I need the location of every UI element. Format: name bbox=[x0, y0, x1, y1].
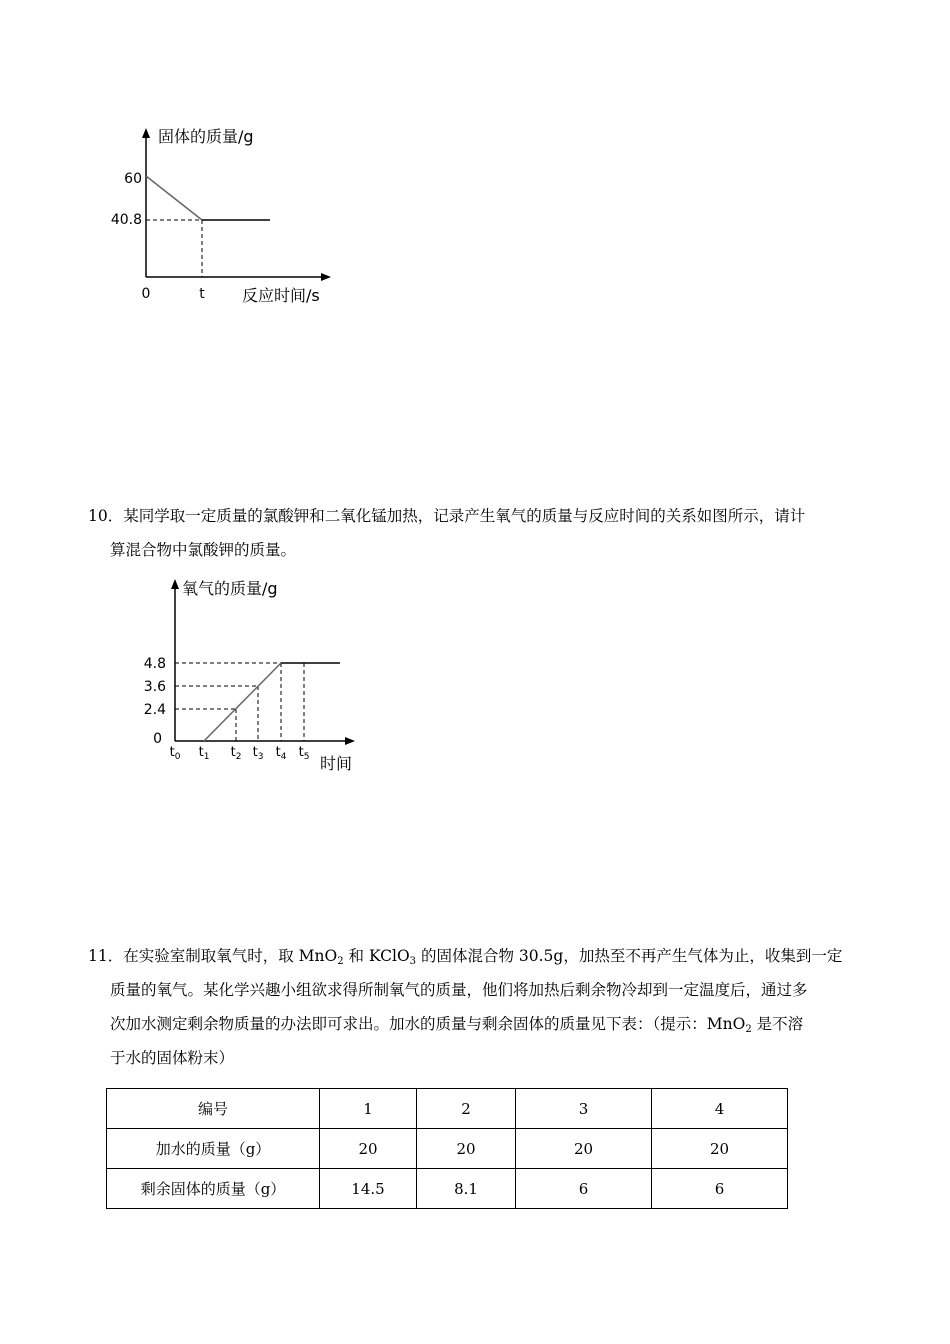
table-cell: 6 bbox=[516, 1169, 652, 1209]
svg-text:t5: $t_5$ bbox=[298, 745, 310, 762]
x-axis-title: 反应时间/s bbox=[242, 286, 320, 305]
svg-text:t4: $t_4$ bbox=[275, 745, 287, 762]
y-tick-0: 0 bbox=[153, 731, 162, 747]
x-axis-arrow bbox=[345, 737, 355, 745]
svg-text:t0: $t_0$ bbox=[169, 745, 181, 762]
svg-text:t1: $t_1$ bbox=[198, 745, 210, 762]
table-row bbox=[107, 1169, 788, 1209]
table-cell: 剩余固体的质量（g） bbox=[107, 1169, 320, 1209]
table-header-row bbox=[107, 1089, 788, 1129]
y-tick-40-8: 40.8 bbox=[110, 212, 142, 228]
x-tick-t3 bbox=[253, 745, 264, 762]
y-tick-3-6: 3.6 bbox=[143, 679, 166, 695]
question-11-line-3 bbox=[88, 1007, 842, 1041]
x-tick-t1 bbox=[199, 745, 210, 762]
y-tick-2-4: 2.4 bbox=[143, 702, 166, 718]
q11-sub-2: 3 bbox=[409, 956, 417, 967]
rising-segment bbox=[204, 663, 281, 741]
question-10-number: 10． bbox=[88, 507, 124, 525]
table-cell: 加水的质量（g） bbox=[107, 1129, 320, 1169]
oxygen-mass-chart bbox=[130, 570, 370, 780]
solid-mass-chart bbox=[100, 120, 350, 310]
q11-text-1b: 和 KClO bbox=[343, 947, 410, 965]
question-10 bbox=[88, 499, 805, 567]
table-cell: 编号 bbox=[107, 1089, 320, 1129]
table-cell: 20 bbox=[652, 1129, 788, 1169]
x-tick-t5 bbox=[299, 745, 310, 762]
table-cell: 3 bbox=[516, 1089, 652, 1129]
x-axis-arrow bbox=[321, 273, 331, 281]
q11-text-1a: 在实验室制取氧气时，取 MnO bbox=[123, 947, 338, 965]
question-11-line-1 bbox=[88, 939, 842, 973]
y-axis-title: 氧气的质量/g bbox=[182, 579, 278, 598]
table-cell: 20 bbox=[417, 1129, 516, 1169]
question-11 bbox=[88, 939, 842, 1075]
x-tick-t2 bbox=[231, 745, 242, 762]
x-tick-t0 bbox=[170, 745, 181, 762]
table-cell: 6 bbox=[652, 1169, 788, 1209]
q11-text-1c: 的固体混合物 30.5g，加热至不再产生气体为止，收集到一定 bbox=[416, 947, 843, 965]
svg-text:t2: $t_2$ bbox=[230, 745, 242, 762]
question-10-line-1 bbox=[88, 499, 805, 533]
question-10-line-2: 算混合物中氯酸钾的质量。 bbox=[110, 541, 297, 559]
x-tick-t: t bbox=[199, 286, 205, 302]
question-10-text-1: 某同学取一定质量的氯酸钾和二氧化锰加热，记录产生氧气的质量与反应时间的关系如图所示，请计 bbox=[123, 507, 806, 525]
y-axis-arrow bbox=[142, 128, 150, 138]
x-tick-t4 bbox=[276, 745, 287, 762]
table-cell: 4 bbox=[652, 1089, 788, 1129]
q11-text-3b: 是不溶 bbox=[751, 1015, 804, 1033]
decreasing-segment bbox=[146, 176, 202, 220]
x-axis-title: 时间 bbox=[320, 754, 353, 773]
table-cell: 20 bbox=[320, 1129, 417, 1169]
q11-sub-1: 2 bbox=[337, 956, 344, 967]
table-cell: 1 bbox=[320, 1089, 417, 1129]
q11-text-3a: 次加水测定剩余物质量的办法即可求出。加水的质量与剩余固体的质量见下表：（提示：MnO bbox=[110, 1015, 746, 1033]
question-11-line-4: 于水的固体粉末） bbox=[110, 1049, 235, 1067]
y-axis-title: 固体的质量/g bbox=[158, 127, 254, 146]
table-cell: 2 bbox=[417, 1089, 516, 1129]
water-addition-table bbox=[106, 1088, 788, 1209]
question-11-line-2: 质量的氧气。某化学兴趣小组欲求得所制氧气的质量，他们将加热后剩余物冷却到一定温度后，通过多 bbox=[110, 981, 808, 999]
table-cell: 8.1 bbox=[417, 1169, 516, 1209]
x-tick-0: 0 bbox=[141, 286, 151, 302]
y-tick-4-8: 4.8 bbox=[143, 656, 166, 672]
table-row bbox=[107, 1129, 788, 1169]
table-cell: 20 bbox=[516, 1129, 652, 1169]
question-11-number: 11． bbox=[88, 947, 124, 965]
table-cell: 14.5 bbox=[320, 1169, 417, 1209]
q11-sub-3: 2 bbox=[745, 1024, 752, 1035]
y-tick-60: 60 bbox=[124, 171, 142, 187]
y-axis-arrow bbox=[171, 579, 179, 589]
svg-text:t3: $t_3$ bbox=[252, 745, 264, 762]
